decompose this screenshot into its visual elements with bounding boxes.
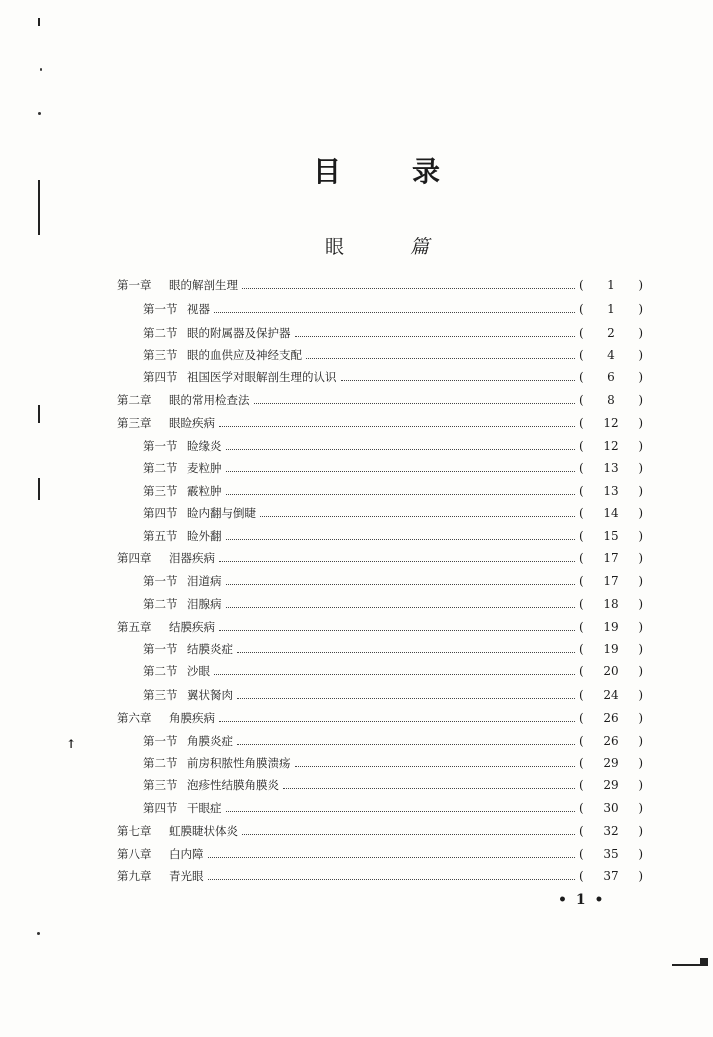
toc-page-ref — [579, 370, 713, 384]
toc-entry-label — [0, 347, 302, 363]
toc-section-row — [0, 480, 713, 502]
toc-page-ref — [579, 574, 713, 588]
toc-page-ref — [579, 664, 713, 678]
paren-open: ( — [579, 302, 584, 316]
paren-close: ) — [638, 370, 643, 384]
toc-leader-dots — [219, 629, 575, 631]
toc-page-number: 2 — [607, 326, 615, 340]
toc-entry-number: 第三节 — [143, 778, 178, 792]
toc-page-ref — [579, 302, 713, 316]
paren-close: ) — [638, 664, 643, 678]
page-number: • 1 • — [558, 892, 606, 908]
scan-mark — [38, 405, 40, 423]
scan-mark — [38, 478, 40, 500]
toc-page-number: 19 — [603, 642, 619, 656]
toc-section-row — [0, 344, 713, 366]
toc-entry-title: 结膜疾病 — [169, 620, 215, 634]
toc-section-row — [0, 502, 713, 524]
paren-open: ( — [579, 348, 584, 362]
scan-mark — [38, 180, 40, 235]
toc-page-ref — [579, 756, 713, 770]
scan-mark — [40, 68, 42, 71]
toc-leader-dots — [219, 425, 575, 427]
toc-entry-label — [0, 641, 233, 657]
toc-page-number: 18 — [603, 597, 619, 611]
toc-page-ref — [579, 326, 713, 340]
toc-entry-label — [0, 596, 222, 612]
toc-entry-number: 第一节 — [143, 439, 178, 453]
toc-entry-title: 眼的解剖生理 — [169, 278, 238, 292]
toc-page-number: 32 — [603, 824, 619, 838]
toc-entry-label — [0, 460, 222, 476]
toc-entry-label — [0, 550, 215, 566]
toc-entry-label — [0, 733, 233, 749]
toc-entry-label — [0, 687, 233, 703]
paren-open: ( — [579, 642, 584, 656]
toc-page-number: 24 — [603, 688, 619, 702]
paren-close: ) — [638, 461, 643, 475]
toc-page-number: 6 — [607, 370, 615, 384]
toc-entry-label — [0, 755, 291, 771]
toc-entry-title: 干眼症 — [187, 801, 222, 815]
scan-mark — [700, 958, 708, 964]
toc-leader-dots — [219, 560, 575, 562]
toc-chapter-row — [0, 547, 713, 569]
toc-entry-label — [0, 800, 222, 816]
paren-close: ) — [638, 869, 643, 883]
paren-open: ( — [579, 574, 584, 588]
paren-open: ( — [579, 847, 584, 861]
toc-leader-dots — [219, 720, 575, 722]
toc-leader-dots — [237, 743, 575, 745]
toc-leader-dots — [295, 765, 576, 767]
paren-close: ) — [638, 484, 643, 498]
paren-open: ( — [579, 393, 584, 407]
toc-section-row — [0, 752, 713, 774]
toc-entry-label — [0, 777, 279, 793]
toc-entry-number: 第五章 — [117, 620, 152, 634]
toc-page-number: 12 — [603, 439, 619, 453]
toc-entry-title: 眼的血供应及神经支配 — [187, 348, 302, 362]
toc-entry-title: 麦粒肿 — [187, 461, 222, 475]
toc-page-ref — [579, 439, 713, 453]
toc-leader-dots — [226, 448, 576, 450]
toc-leader-dots — [341, 379, 576, 381]
paren-close: ) — [638, 597, 643, 611]
toc-entry-label — [0, 415, 215, 431]
toc-page-ref — [579, 869, 713, 883]
paren-open: ( — [579, 551, 584, 565]
toc-entry-label — [0, 505, 256, 521]
paren-open: ( — [579, 801, 584, 815]
toc-entry-title: 泡疹性结膜角膜炎 — [187, 778, 279, 792]
toc-leader-dots — [226, 470, 576, 472]
toc-page-ref — [579, 824, 713, 838]
toc-entry-title: 沙眼 — [187, 664, 210, 678]
toc-page-ref — [579, 461, 713, 475]
toc-page-number: 17 — [603, 574, 619, 588]
toc-leader-dots — [226, 810, 576, 812]
toc-page-ref — [579, 847, 713, 861]
toc-entry-title: 睑内翻与倒睫 — [187, 506, 256, 520]
paren-close: ) — [638, 847, 643, 861]
toc-entry-number: 第四节 — [143, 801, 178, 815]
toc-page-number: 8 — [607, 393, 615, 407]
toc-page-number: 26 — [603, 711, 619, 725]
toc-page-ref — [579, 529, 713, 543]
toc-page-ref — [579, 506, 713, 520]
toc-entry-title: 睑外翻 — [187, 529, 222, 543]
paren-open: ( — [579, 688, 584, 702]
toc-page-ref — [579, 393, 713, 407]
toc-page-ref — [579, 734, 713, 748]
toc-page-number: 14 — [603, 506, 619, 520]
toc-entry-title: 翼状胬肉 — [187, 688, 233, 702]
toc-leader-dots — [214, 673, 575, 675]
toc-entry-title: 眼睑疾病 — [169, 416, 215, 430]
toc-page-number: 4 — [607, 348, 615, 362]
toc-section-row — [0, 660, 713, 682]
toc-entry-number: 第四节 — [143, 370, 178, 384]
paren-close: ) — [638, 393, 643, 407]
toc-page-number: 1 — [607, 302, 615, 316]
toc-section-row — [0, 593, 713, 615]
paren-close: ) — [638, 326, 643, 340]
paren-close: ) — [638, 620, 643, 634]
toc-section-row — [0, 684, 713, 706]
toc-page-ref — [579, 778, 713, 792]
toc-page-number: 13 — [603, 461, 619, 475]
toc-entry-number: 第九章 — [117, 869, 152, 883]
toc-entry-title: 角膜炎症 — [187, 734, 233, 748]
toc-page-number: 17 — [603, 551, 619, 565]
toc-entry-label — [0, 823, 238, 839]
paren-close: ) — [638, 778, 643, 792]
toc-entry-title: 青光眼 — [169, 869, 204, 883]
paren-close: ) — [638, 529, 643, 543]
toc-entry-label — [0, 528, 222, 544]
toc-entry-number: 第四章 — [117, 551, 152, 565]
toc-entry-title: 眼的附属器及保护器 — [187, 326, 291, 340]
toc-page-ref — [579, 416, 713, 430]
toc-entry-label — [0, 438, 222, 454]
toc-leader-dots — [237, 651, 575, 653]
paren-open: ( — [579, 597, 584, 611]
toc-entry-number: 第二节 — [143, 326, 178, 340]
toc-entry-title: 泪腺病 — [187, 597, 222, 611]
paren-close: ) — [638, 574, 643, 588]
toc-entry-label — [0, 663, 210, 679]
toc-entry-title: 前房积脓性角膜溃疡 — [187, 756, 291, 770]
scan-mark — [38, 18, 40, 26]
toc-leader-dots — [254, 402, 576, 404]
paren-open: ( — [579, 734, 584, 748]
scan-mark — [37, 932, 40, 935]
toc-leader-dots — [237, 697, 575, 699]
paren-close: ) — [638, 688, 643, 702]
toc-entry-label — [0, 846, 204, 862]
toc-entry-number: 第四节 — [143, 506, 178, 520]
toc-page-number: 29 — [603, 756, 619, 770]
paren-open: ( — [579, 506, 584, 520]
paren-open: ( — [579, 370, 584, 384]
toc-entry-number: 第三章 — [117, 416, 152, 430]
toc-entry-title: 眼的常用检查法 — [169, 393, 250, 407]
toc-chapter-row — [0, 843, 713, 865]
toc-page-ref — [579, 348, 713, 362]
toc-chapter-row — [0, 616, 713, 638]
paren-close: ) — [638, 734, 643, 748]
paren-close: ) — [638, 416, 643, 430]
toc-entry-number: 第二节 — [143, 597, 178, 611]
toc-section-row — [0, 366, 713, 388]
toc-entry-label — [0, 710, 215, 726]
toc-section-row — [0, 457, 713, 479]
paren-close: ) — [638, 278, 643, 292]
paren-open: ( — [579, 756, 584, 770]
paren-open: ( — [579, 326, 584, 340]
toc-entry-title: 泪道病 — [187, 574, 222, 588]
toc-section-row — [0, 638, 713, 660]
paren-open: ( — [579, 778, 584, 792]
toc-leader-dots — [208, 878, 576, 880]
toc-page-number: 35 — [603, 847, 619, 861]
toc-entry-label — [0, 369, 337, 385]
toc-chapter-row — [0, 707, 713, 729]
toc-entry-number: 第三节 — [143, 484, 178, 498]
toc-page-ref — [579, 711, 713, 725]
toc-chapter-row — [0, 865, 713, 887]
paren-open: ( — [579, 529, 584, 543]
toc-entry-number: 第二节 — [143, 664, 178, 678]
toc-entry-label — [0, 325, 291, 341]
title-char-left: 目 — [313, 155, 342, 188]
toc-leader-dots — [283, 787, 575, 789]
toc-page-ref — [579, 597, 713, 611]
toc-page-number: 19 — [603, 620, 619, 634]
scan-mark — [672, 964, 708, 966]
paren-close: ) — [638, 506, 643, 520]
toc-entry-title: 霰粒肿 — [187, 484, 222, 498]
toc-leader-dots — [226, 606, 576, 608]
toc-chapter-row — [0, 274, 713, 296]
toc-entry-title: 祖国医学对眼解剖生理的认识 — [187, 370, 337, 384]
toc-section-row — [0, 570, 713, 592]
toc-page-ref — [579, 801, 713, 815]
toc-page-number: 37 — [603, 869, 619, 883]
paren-close: ) — [638, 756, 643, 770]
toc-page-number: 29 — [603, 778, 619, 792]
toc-leader-dots — [226, 538, 576, 540]
toc-entry-label — [0, 573, 222, 589]
toc-entry-number: 第七章 — [117, 824, 152, 838]
paren-close: ) — [638, 348, 643, 362]
paren-close: ) — [638, 711, 643, 725]
paren-close: ) — [638, 302, 643, 316]
toc-entry-title: 结膜炎症 — [187, 642, 233, 656]
paren-close: ) — [638, 824, 643, 838]
toc-chapter-row — [0, 820, 713, 842]
toc-page-number: 30 — [603, 801, 619, 815]
toc-page-number: 13 — [603, 484, 619, 498]
toc-entry-number: 第一节 — [143, 734, 178, 748]
section-char-left: 眼 — [325, 236, 345, 258]
toc-entry-title: 泪器疾病 — [169, 551, 215, 565]
toc-entry-number: 第三节 — [143, 348, 178, 362]
toc-page-ref — [579, 484, 713, 498]
toc-entry-number: 第八章 — [117, 847, 152, 861]
toc-section-row — [0, 322, 713, 344]
toc-leader-dots — [226, 583, 576, 585]
toc-page-number: 12 — [603, 416, 619, 430]
toc-entry-title: 虹膜睫状体炎 — [169, 824, 238, 838]
toc-section-row — [0, 730, 713, 752]
paren-close: ) — [638, 801, 643, 815]
toc-leader-dots — [214, 311, 575, 313]
toc-entry-label — [0, 483, 222, 499]
paren-open: ( — [579, 711, 584, 725]
paren-open: ( — [579, 824, 584, 838]
toc-page-ref — [579, 688, 713, 702]
scan-mark — [38, 112, 41, 115]
toc-entry-title: 角膜疾病 — [169, 711, 215, 725]
toc-entry-number: 第一节 — [143, 302, 178, 316]
toc-leader-dots — [260, 515, 575, 517]
toc-entry-number: 第一章 — [117, 278, 152, 292]
paren-open: ( — [579, 416, 584, 430]
toc-page-number: 1 — [607, 278, 615, 292]
section-char-right: 篇 — [410, 236, 430, 258]
toc-entry-number: 第六章 — [117, 711, 152, 725]
toc-entry-number: 第二章 — [117, 393, 152, 407]
toc-page-ref — [579, 642, 713, 656]
toc-page-number: 15 — [603, 529, 619, 543]
toc-entry-label — [0, 301, 210, 317]
paren-open: ( — [579, 461, 584, 475]
toc-entry-title: 视器 — [187, 302, 210, 316]
paren-open: ( — [579, 439, 584, 453]
paren-open: ( — [579, 278, 584, 292]
paren-open: ( — [579, 620, 584, 634]
toc-leader-dots — [306, 357, 575, 359]
toc-entry-title: 白内障 — [169, 847, 204, 861]
toc-page-ref — [579, 551, 713, 565]
toc-entry-number: 第二节 — [143, 461, 178, 475]
toc-entry-number: 第五节 — [143, 529, 178, 543]
toc-entry-number: 第二节 — [143, 756, 178, 770]
toc-leader-dots — [242, 833, 575, 835]
toc-leader-dots — [208, 856, 576, 858]
paren-open: ( — [579, 484, 584, 498]
toc-chapter-row — [0, 389, 713, 411]
toc-chapter-row — [0, 412, 713, 434]
toc-section-row — [0, 525, 713, 547]
toc-page-number: 26 — [603, 734, 619, 748]
toc-section-row — [0, 298, 713, 320]
toc-entry-label — [0, 619, 215, 635]
toc-leader-dots — [242, 287, 575, 289]
paren-close: ) — [638, 642, 643, 656]
toc-section-row — [0, 435, 713, 457]
toc-section-row — [0, 774, 713, 796]
paren-close: ) — [638, 551, 643, 565]
toc-entry-number: 第三节 — [143, 688, 178, 702]
toc-page-ref — [579, 620, 713, 634]
toc-page-number: 20 — [603, 664, 619, 678]
paren-open: ( — [579, 869, 584, 883]
toc-leader-dots — [295, 335, 576, 337]
toc-section-row — [0, 797, 713, 819]
toc-entry-title: 睑缘炎 — [187, 439, 222, 453]
toc-leader-dots — [226, 493, 576, 495]
toc-page-ref — [579, 278, 713, 292]
paren-close: ) — [638, 439, 643, 453]
paren-open: ( — [579, 664, 584, 678]
toc-entry-label — [0, 277, 238, 293]
toc-entry-label — [0, 868, 204, 884]
toc-entry-number: 第一节 — [143, 574, 178, 588]
toc-entry-number: 第一节 — [143, 642, 178, 656]
title-char-right: 录 — [412, 155, 441, 188]
side-note: ↑ — [66, 737, 77, 751]
